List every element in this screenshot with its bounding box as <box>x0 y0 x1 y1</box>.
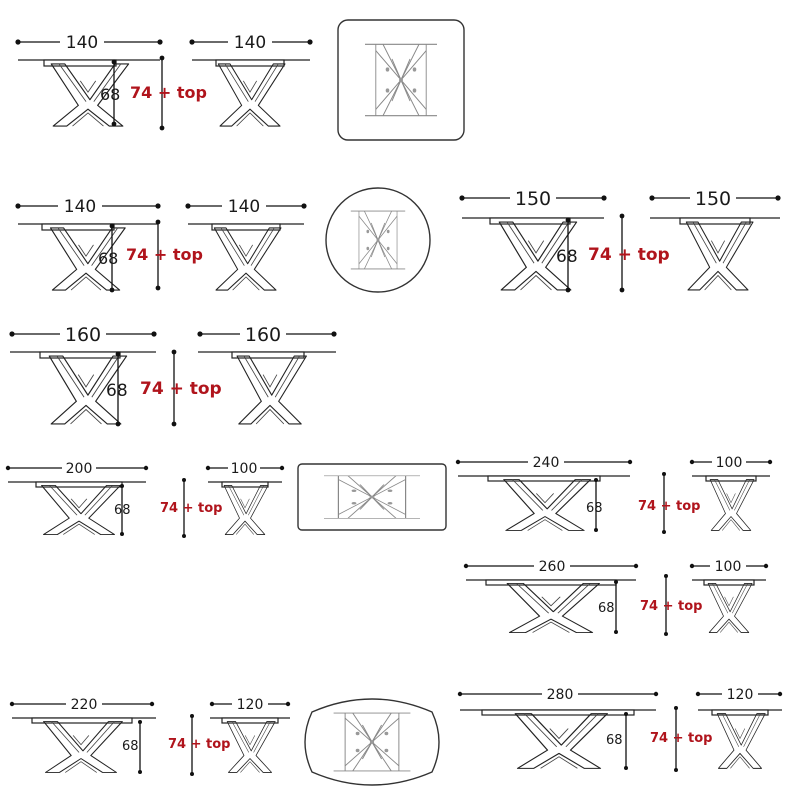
front-view <box>9 324 156 426</box>
width-label: 140 <box>63 197 97 217</box>
side-view <box>206 460 284 535</box>
side-view <box>189 33 312 126</box>
total-height-label: 74 + top <box>640 599 703 614</box>
height-label: 68 <box>114 503 131 518</box>
row-round-160 <box>9 324 336 426</box>
height-label: 68 <box>606 733 623 748</box>
width-label: 150 <box>514 188 552 210</box>
front-view <box>458 686 658 770</box>
width-label: 140 <box>233 33 267 53</box>
height-label: 68 <box>100 85 121 104</box>
total-height <box>168 714 231 776</box>
side-view <box>197 324 336 424</box>
side-view <box>649 188 780 290</box>
row-round-140 <box>15 188 430 292</box>
front-view <box>6 460 148 536</box>
front-view <box>456 454 632 532</box>
height-label: 68 <box>556 247 578 267</box>
width-label: 220 <box>70 697 98 713</box>
plan-view <box>326 188 430 292</box>
side-view <box>210 696 290 772</box>
row-rect-260 <box>464 558 768 636</box>
width-label: 100 <box>714 559 742 575</box>
side-view <box>690 558 768 633</box>
width-label: 280 <box>546 687 574 703</box>
front-view <box>464 558 638 634</box>
total-height <box>140 350 222 427</box>
total-height-label: 74 + top <box>130 83 207 102</box>
front-view <box>15 33 162 126</box>
width-label: 140 <box>65 33 99 53</box>
width-label: 120 <box>236 697 264 713</box>
height-label: 68 <box>98 249 119 268</box>
total-height <box>160 478 223 538</box>
width-label: 200 <box>65 461 93 477</box>
height-label: 68 <box>106 381 128 401</box>
width-label: 150 <box>694 188 732 210</box>
total-height-label: 74 + top <box>638 499 701 514</box>
total-height <box>588 214 670 293</box>
width-label: 160 <box>64 324 102 346</box>
row-round-150 <box>459 188 780 292</box>
total-height-label: 74 + top <box>160 501 223 516</box>
row-rect-200 <box>6 460 446 538</box>
total-height-label: 74 + top <box>168 737 231 752</box>
height-label: 68 <box>122 739 139 754</box>
side-view <box>690 454 772 530</box>
row-rect-280 <box>458 686 782 772</box>
row-rect-240 <box>456 454 772 534</box>
total-height-label: 74 + top <box>126 245 203 264</box>
side-view <box>185 197 306 290</box>
total-height <box>126 220 203 291</box>
total-height-label: 74 + top <box>650 731 713 746</box>
total-height <box>638 472 701 534</box>
side-view <box>696 686 782 768</box>
width-label: 240 <box>532 455 560 471</box>
plan-view <box>305 699 439 785</box>
row-oval-220 <box>10 696 439 785</box>
width-label: 120 <box>726 687 754 703</box>
row-square-140 <box>15 20 464 140</box>
plan-view <box>298 464 446 530</box>
width-label: 100 <box>715 455 743 471</box>
height-label: 68 <box>586 501 603 516</box>
plan-view <box>338 20 464 140</box>
total-height-label: 74 + top <box>140 379 222 399</box>
front-view <box>10 696 156 774</box>
width-label: 160 <box>244 324 282 346</box>
total-height <box>130 56 207 131</box>
total-height <box>640 574 703 636</box>
front-view <box>459 188 606 292</box>
height-label: 68 <box>598 601 615 616</box>
width-label: 140 <box>227 197 261 217</box>
total-height-label: 74 + top <box>588 245 670 265</box>
total-height <box>650 706 713 772</box>
width-label: 100 <box>230 461 258 477</box>
width-label: 260 <box>538 559 566 575</box>
